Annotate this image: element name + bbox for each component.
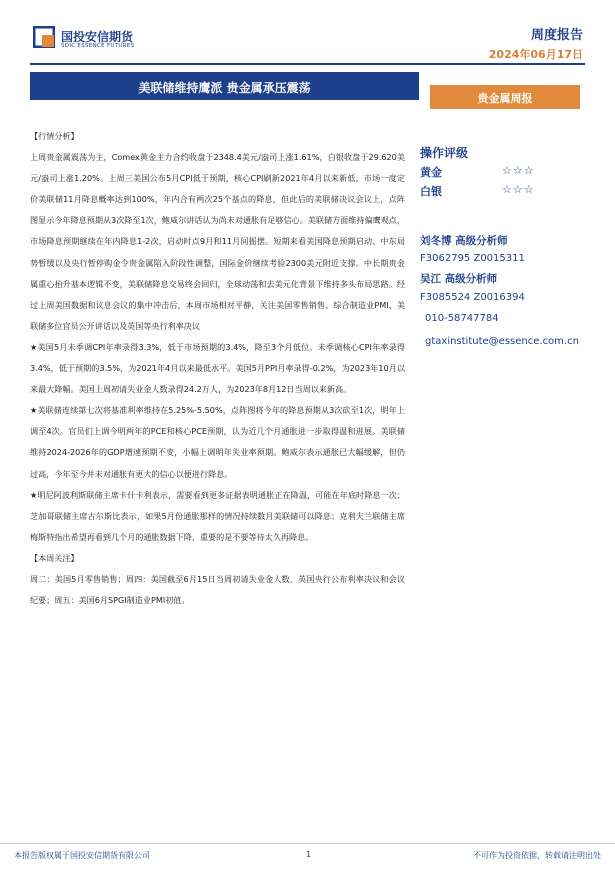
rating-title: 操作评级 bbox=[420, 146, 469, 160]
rating-stars: ☆☆☆ bbox=[502, 164, 535, 177]
category-label: 贵金属周报 bbox=[477, 92, 533, 105]
title-banner bbox=[30, 72, 419, 100]
rating-label: 黄金 bbox=[420, 166, 442, 179]
bullet-fed-officials: ★明尼阿波利斯联储主席卡什卡利表示，需要看到更多证据表明通胀正在降温，可能在年底时降息一次；芝加哥联储主席古尔斯比表示，如果5月份通胀那样的情况持续数月美联储可以降息；克利夫兰联储主席梅斯特指出希望再看到几个月的通胀数据下降，重要的是不要等待太久再降息。 bbox=[30, 489, 405, 542]
weekly-watch-paragraph: 周二：美国5月零售销售；周四：美国截至6月15日当周初请失业金人数、英国央行公布利率决议和会议纪要；周五：美国6月SPGI制造业PMI初值。 bbox=[30, 573, 405, 606]
market-analysis-paragraph: 上周贵金属震荡为主，Comex黄金主力合约收盘于2348.4美元/盎司上涨1.61%，白银收盘于29.620美元/盎司上涨1.20%。上周三美国公布5月CPI低于预期，核心CPI刷新2021年4月以来新低，市场一度定价美联储11月降息概率达到100%，年内合有两次25个基点的降息，但此后的美联储决议会议上，点阵图显示今年降息预期从3次降至1次，鲍威尔讲话认为尚未对通胀有足够信心。美联储方面维持偏鹰观点，市场降息预期继续在年内降息1-2次，启动时点9月和11月间摇摆。短期来看美国降息预期启动、中东局势暂缓以及央行暂停购金令贵金属陷入阶段性调整，国际金价继续考验2300美元附近支撑。中长期贵金属重心抬升基本逻辑不变，美联储降息交易终会回归，全球动荡和去美元化背景下维持多头布局思路。经过上周美国数据和议息会议的集中冲击后，本周市场相对平静，关注美国零售销售、综合制造业PMI、美联储多位官员公开讲话以及英国等央行利率决议 bbox=[30, 152, 405, 331]
contact-email[interactable]: gtaxinstitute@essence.com.cn bbox=[425, 336, 579, 347]
contact-phone: 010-58747784 bbox=[425, 313, 499, 324]
company-name-cn: 国投安信期货 bbox=[61, 30, 134, 44]
analyst-certificate: F3062795 Z0015311 bbox=[420, 253, 525, 264]
category-banner bbox=[430, 85, 580, 109]
analyst-name: 吴江 高级分析师 bbox=[420, 273, 498, 285]
rating-row-gold bbox=[420, 164, 535, 180]
report-date: 2024年06月17日 bbox=[488, 48, 583, 61]
footer-copyright: 本报告版权属于国投安信期货有限公司 bbox=[14, 851, 150, 860]
rating-label: 白银 bbox=[420, 185, 442, 198]
report-type: 周度报告 bbox=[530, 28, 583, 43]
footer-disclaimer: 不可作为投资依据，转载请注明出处 bbox=[473, 851, 601, 860]
header-divider bbox=[30, 63, 585, 65]
footer-divider bbox=[0, 843, 615, 844]
bullet-cpi-data: ★美国5月未季调CPI年率录得3.3%，低于市场预期的3.4%，降至3个月低位。未季调核心CPI年率录得3.4%，低于预期的3.5%，为2021年4月以来最低水平。美国5月PPI月率录得-0.2%，为2023年10月以来最大降幅。美国上周初请失业金人数录得24.2万人，为2023年8月12日当周以来新高。 bbox=[30, 341, 405, 395]
analyst-certificate: F3085524 Z0016394 bbox=[420, 292, 525, 303]
logo-mark-icon bbox=[33, 26, 55, 48]
company-name-en: SDIC ESSENCE FUTURES bbox=[61, 43, 135, 49]
section-heading-watch: 【本周关注】 bbox=[30, 552, 79, 563]
rating-row-silver bbox=[420, 183, 535, 199]
analyst-name: 刘冬博 高级分析师 bbox=[420, 235, 508, 247]
report-title: 美联储维持鹰派 贵金属承压震荡 bbox=[138, 81, 311, 95]
rating-stars: ☆☆☆ bbox=[502, 183, 535, 196]
bullet-fomc-decision: ★美联储连续第七次将基准利率维持在5.25%-5.50%，点阵图将今年的降息预期从3次砍至1次，明年上调至4次。官员们上调今明两年的PCE和核心PCE预期，认为近几个月通胀进一步取得温和进展。美联储维持2024-2026年的GDP增速预期不变，小幅上调明年失业率预期。鲍威尔表示通胀已大幅缓解，但仍过高，今年至今并未对通胀有更大的信心以便进行降息。 bbox=[30, 405, 405, 479]
page-number: 1 bbox=[306, 850, 312, 859]
section-heading-market: 【行情分析】 bbox=[30, 131, 79, 141]
main-content bbox=[30, 126, 405, 611]
